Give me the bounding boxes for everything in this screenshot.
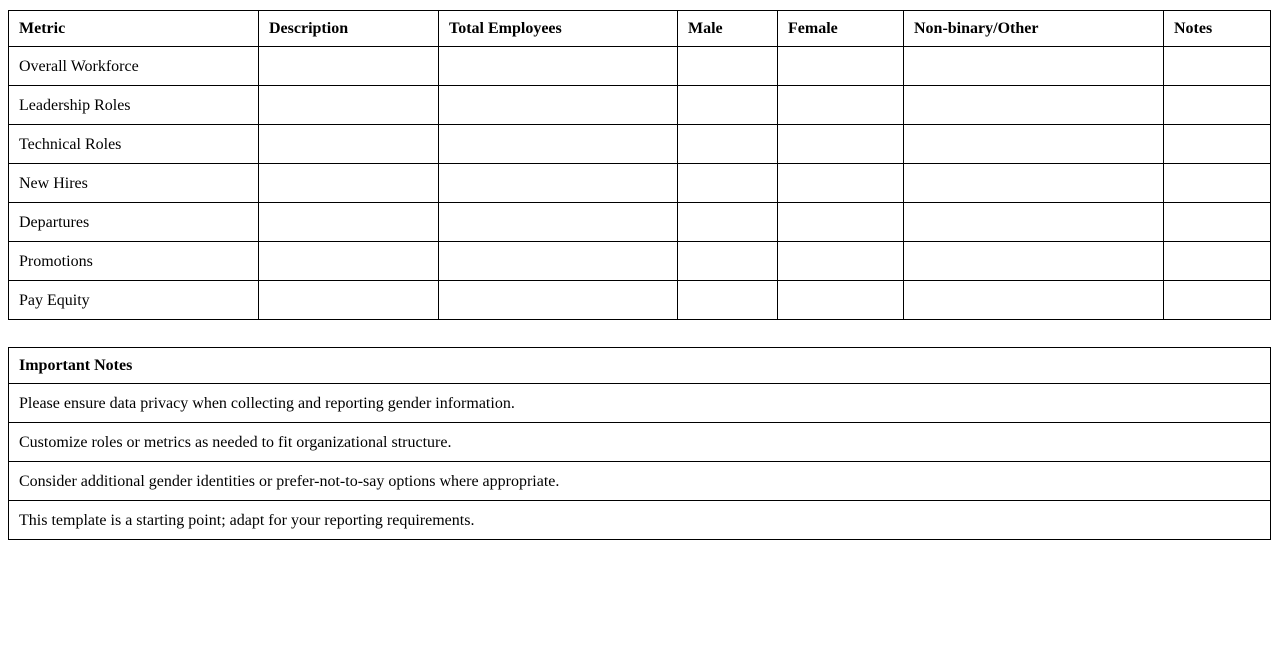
description-cell (259, 281, 439, 320)
column-header-metric: Metric (9, 11, 259, 47)
metrics-header-row (9, 11, 1271, 47)
metric-label: Technical Roles (9, 125, 259, 164)
notes-header-row (9, 348, 1271, 384)
metric-label: Pay Equity (9, 281, 259, 320)
female-cell (778, 281, 904, 320)
notes-cell (1164, 47, 1271, 86)
description-cell (259, 47, 439, 86)
table-row-leadership-roles (9, 86, 1271, 125)
description-cell (259, 242, 439, 281)
total-employees-cell (439, 164, 678, 203)
note-text-template: This template is a starting point; adapt for your reporting requirements. (9, 501, 1271, 540)
total-employees-cell (439, 242, 678, 281)
non-binary-other-cell (904, 125, 1164, 164)
note-row (9, 423, 1271, 462)
gender-metrics-table (8, 10, 1271, 320)
important-notes-table (8, 347, 1271, 540)
male-cell (678, 164, 778, 203)
total-employees-cell (439, 203, 678, 242)
notes-cell (1164, 242, 1271, 281)
non-binary-other-cell (904, 47, 1164, 86)
total-employees-cell (439, 47, 678, 86)
metric-label: Leadership Roles (9, 86, 259, 125)
non-binary-other-cell (904, 86, 1164, 125)
description-cell (259, 125, 439, 164)
female-cell (778, 203, 904, 242)
column-header-non-binary-other: Non-binary/Other (904, 11, 1164, 47)
description-cell (259, 164, 439, 203)
notes-cell (1164, 86, 1271, 125)
metric-label: Overall Workforce (9, 47, 259, 86)
notes-cell (1164, 203, 1271, 242)
metric-label: Promotions (9, 242, 259, 281)
total-employees-cell (439, 125, 678, 164)
note-text-identities: Consider additional gender identities or prefer-not-to-say options where appropriate. (9, 462, 1271, 501)
non-binary-other-cell (904, 242, 1164, 281)
male-cell (678, 281, 778, 320)
female-cell (778, 125, 904, 164)
notes-cell (1164, 125, 1271, 164)
column-header-total-employees: Total Employees (439, 11, 678, 47)
metric-label: Departures (9, 203, 259, 242)
note-text-customize: Customize roles or metrics as needed to fit organizational structure. (9, 423, 1271, 462)
note-row (9, 462, 1271, 501)
note-text-privacy: Please ensure data privacy when collecting and reporting gender information. (9, 384, 1271, 423)
notes-cell (1164, 281, 1271, 320)
column-header-description: Description (259, 11, 439, 47)
non-binary-other-cell (904, 281, 1164, 320)
metric-label: New Hires (9, 164, 259, 203)
table-row-promotions (9, 242, 1271, 281)
table-row-overall-workforce (9, 47, 1271, 86)
female-cell (778, 47, 904, 86)
note-row (9, 384, 1271, 423)
male-cell (678, 47, 778, 86)
table-row-pay-equity (9, 281, 1271, 320)
table-row-technical-roles (9, 125, 1271, 164)
table-row-new-hires (9, 164, 1271, 203)
description-cell (259, 203, 439, 242)
column-header-male: Male (678, 11, 778, 47)
important-notes-heading: Important Notes (9, 348, 1271, 384)
non-binary-other-cell (904, 164, 1164, 203)
table-row-departures (9, 203, 1271, 242)
description-cell (259, 86, 439, 125)
note-row (9, 501, 1271, 540)
male-cell (678, 125, 778, 164)
female-cell (778, 86, 904, 125)
male-cell (678, 203, 778, 242)
female-cell (778, 242, 904, 281)
male-cell (678, 242, 778, 281)
total-employees-cell (439, 281, 678, 320)
notes-cell (1164, 164, 1271, 203)
non-binary-other-cell (904, 203, 1164, 242)
male-cell (678, 86, 778, 125)
total-employees-cell (439, 86, 678, 125)
female-cell (778, 164, 904, 203)
column-header-notes: Notes (1164, 11, 1271, 47)
column-header-female: Female (778, 11, 904, 47)
